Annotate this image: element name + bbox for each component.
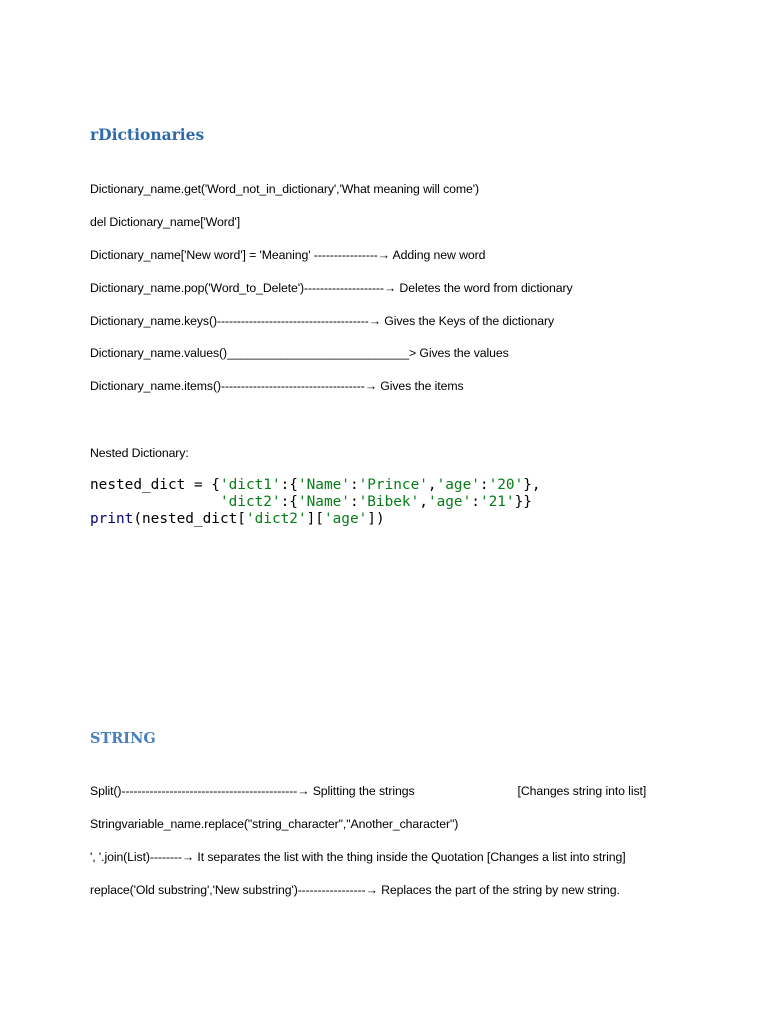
dict-values-line: Dictionary_name.values()___________________________> Gives the values <box>90 346 509 360</box>
dict-keys-line: Dictionary_name.keys()--------------------------------------→ Gives the Keys of the dictionary <box>90 314 555 328</box>
string-heading: STRING <box>90 730 156 747</box>
dictionaries-heading: rDictionaries <box>90 125 205 144</box>
dict-del-line: del Dictionary_name['Word'] <box>90 215 241 229</box>
code-line-2: 'dict2':{'Name':'Bibek','age':'21'}} <box>219 494 532 510</box>
code-line-3: print(nested_dict['dict2']['age']) <box>90 511 385 527</box>
nested-dictionary-label: Nested Dictionary: <box>90 446 189 460</box>
dict-add-line: Dictionary_name['New word'] = 'Meaning' ----------------→ Adding new word <box>90 248 486 262</box>
string-split-line <box>90 784 646 798</box>
split-description: Split()--------------------------------------------→ Splitting the strings <box>90 784 415 798</box>
dict-pop-line: Dictionary_name.pop('Word_to_Delete')--------------------→ Deletes the word from dictionary <box>90 281 573 295</box>
code-line-1: nested_dict = {'dict1':{'Name':'Prince','age':'20'}, <box>90 477 541 493</box>
nested-dict-code-block <box>90 477 541 528</box>
string-join-line: ', '.join(List)--------→ It separates the list with the thing inside the Quotation [Changes a list into string] <box>90 850 626 864</box>
string-replace-variable-line: Stringvariable_name.replace("string_character","Another_character") <box>90 817 459 831</box>
dict-get-line: Dictionary_name.get('Word_not_in_dictionary','What meaning will come') <box>90 182 480 196</box>
split-note: [Changes string into list] <box>517 784 647 798</box>
dict-items-line: Dictionary_name.items()------------------------------------→ Gives the items <box>90 379 464 393</box>
string-replace-line: replace('Old substring','New substring')-----------------→ Replaces the part of the string by new string. <box>90 883 620 897</box>
